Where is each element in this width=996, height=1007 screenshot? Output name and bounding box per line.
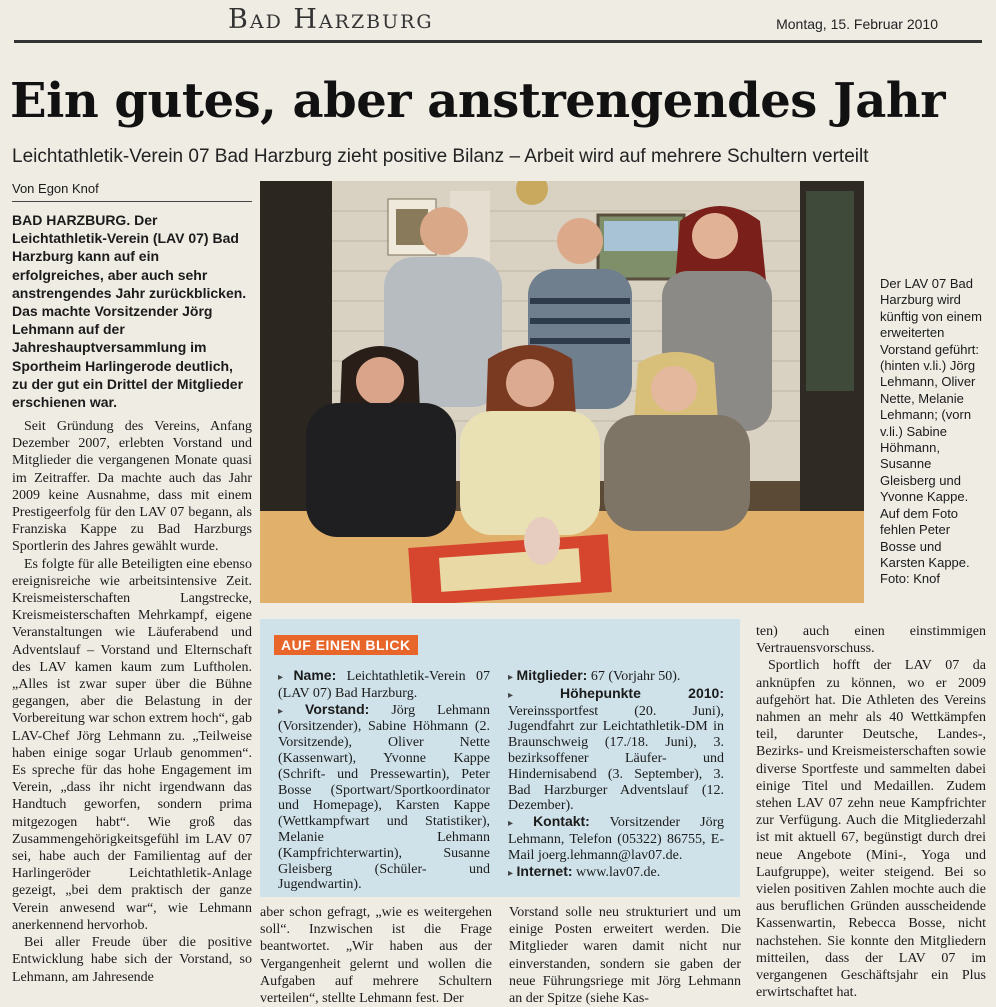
info-key: Name:	[293, 667, 337, 683]
info-value: www.lav07.de.	[576, 864, 661, 880]
info-box-column-left	[278, 668, 490, 893]
group-photo	[260, 181, 864, 603]
article-lead: BAD HARZBURG. Der Leichtathletik-Verein (LAV 07) Bad Harzburg kann auf ein erfolgreiches, aber auch sehr anstrengendes Jahr zurückblicken. Das machte Vorsitzender Jörg Lehmann auf der Jahreshauptversammlung im Sportheim Harlingerode deutlich, zu der gut ein Drittel der Mitglieder erschienen war.	[12, 212, 247, 411]
article-column-4	[756, 623, 986, 1001]
article-byline: Von Egon Knof	[12, 181, 99, 196]
article-subheadline: Leichtathletik-Verein 07 Bad Harzburg zieht positive Bilanz – Arbeit wird auf mehrere Schultern verteilt	[12, 146, 869, 167]
arrow-icon: ▸	[508, 818, 514, 830]
arrow-icon: ▸	[278, 672, 284, 683]
info-item-contact	[508, 814, 724, 863]
info-value: 67 (Vorjahr 50).	[590, 669, 681, 684]
paragraph: Bei aller Freude über die positive Entwicklung habe sich der Vorstand, so Lehmann, am Jahresende	[12, 935, 252, 985]
info-key: Kontakt:	[533, 813, 590, 830]
arrow-icon: ▸	[278, 705, 284, 717]
paragraph: Sportlich hofft der LAV 07 da anknüpfen zu können, wo er 2009 aufgehört hat. Die Athleten des Vereins nahmen an mehr als 40 Wettkämpfen teil, darunter Deutsche, Landes-, Bezirks- und Kreismeisterschaften sowie diverse Sportfeste und sammelten dabei einige Titel und Medaillen. Zudem stehen LAV 07 zehn neue Kampfrichter zur Verfügung. Auch die Mitgliederzahl ist mit aktuell 67, begünstigt durch drei neue Angebote (Mini-, Yoga und Laufgruppe), weiter steigend. Bei so vielen positiven Zahlen mochte auch die aus beruflichen Gründen ausscheidende Kassenwartin, Rebecca Bosse, nicht nachstehen. Sie konnte den Mitgliedern mitteilen, dass der LAV 07 im vergangenen Geschäftsjahr ein Plus erwirtschaftet hat.	[756, 658, 986, 1001]
info-item-highlights	[508, 686, 724, 814]
info-key: Mitglieder:	[516, 667, 588, 683]
info-item-board	[278, 702, 490, 894]
arrow-icon: ▸	[508, 672, 514, 683]
photo-caption: Der LAV 07 Bad Harzburg wird künftig von einem erweiterten Vorstand geführt: (hinten v.li.) Jörg Lehmann, Oliver Nette, Melanie Lehmann; (vorn v.li.) Sabine Höhmann, Susanne Gleisberg und Yvonne Kappe. Auf dem Foto fehlen Peter Bosse und Karsten Kappe. Foto: Knof	[880, 276, 982, 587]
info-item-name	[278, 668, 490, 702]
paragraph: aber schon gefragt, „wie es weitergehen soll“. Inzwischen ist die Frage beantwortet. „Wir haben aus der Vergangenheit gelernt und wollen die Aufgaben auf mehrere Schultern verteilen“, stellte Lehmann fest. Der	[260, 905, 492, 1007]
info-key: Höhepunkte 2010:	[559, 684, 724, 701]
paragraph: Vorstand solle neu strukturiert und um einige Posten erweitert werden. Die Mitglieder waren damit nicht nur einverstanden, sondern sie gaben der neue Führungsriege mit Jörg Lehmann an der Spitze (siehe Kas-	[509, 905, 741, 1007]
info-item-internet	[508, 864, 724, 882]
info-value: Jörg Lehmann (Vorsitzender), Sabine Höhmann (2. Vorsitzende), Oliver Nette (Kassenwart), Yvonne Kappe (Schrift- und Pressewartin), Peter Bosse (Sportwart/Sportkoordinator und Homepage), Karsten Kappe (Wettkampfwart und Statistiker), Melanie Lehmann (Kampfrichterwartin), Susanne Gleisberg (Schüler- und Jugendwartin).	[278, 702, 491, 893]
section-title: Bad Harzburg	[228, 4, 434, 35]
info-box-column-right	[508, 668, 724, 881]
article-column-3	[509, 904, 741, 1007]
arrow-icon: ▸	[508, 689, 514, 701]
group-photo-image	[260, 181, 864, 603]
paragraph: Seit Gründung des Vereins, Anfang Dezember 2007, erlebten Vorstand und Mitglieder die vergangenen Monate quasi im Zeitraffer. Da machte auch das Jahr 2009 keine Ausnahme, dass mit einem Prestigeerfolg für den LAV 07 begann, als Franziska Kappe zu Bad Harzburgs Sportlerin des Jahres gewählt wurde.	[12, 419, 252, 555]
byline-divider	[12, 201, 252, 202]
header-divider	[14, 40, 982, 43]
paragraph: Es folgte für alle Beteiligten eine ebenso ereignisreiche wie arbeitsintensive Zeit. Kreismeisterschaften Langstrecke, Kreismeisterschaften Mehrkampf, eigene Veranstaltungen wie Läuferabend und Adventslauf – Vorstand und Elternschaft des LAV kamen kaum zum Luftholen. „Alles ist zwar super über die Bühne gegangen, aber die Belastung in der Vorbereitung war schon extrem hoch“, gab LAV-Chef Jörg Lehmann zu. „Teilweise haben einige sogar Urlaub genommen“. Es spreche für das hohe Engagement im Verein, „dass ihr nicht irgendwann das Handtuch geworfen, sondern prima mitgezogen habt“. Wie groß das Zusammengehörigkeitsgefühl im LAV 07 sei, habe auch der Familientag auf der Harlingeröder Leichtathletik-Anlage gezeigt, „bei dem praktisch der ganze Verein anwesend war“, wie Lehmann anerkennend hervorhob.	[12, 556, 252, 933]
arrow-icon: ▸	[508, 867, 514, 879]
article-column-1	[12, 418, 252, 986]
article-column-2	[260, 904, 492, 1007]
info-key: Internet:	[516, 862, 573, 879]
article-headline: Ein gutes, aber anstrengendes Jahr	[10, 73, 946, 129]
paragraph: ten) auch einen einstimmigen Vertrauensvorschuss.	[756, 624, 986, 657]
publication-date: Montag, 15. Februar 2010	[776, 16, 938, 32]
info-value: Vereinssportfest (20. Juni), Jugendfahrt zur Leichtathletik-DM in Braunschweig (17./18. Juni), 3. bezirksoffener Läufer- und Hindernisabend (3. September), 3. Bad Harzburger Adventslauf (12. Dezember).	[508, 703, 724, 814]
info-box-label: AUF EINEN BLICK	[274, 635, 418, 655]
info-key: Vorstand:	[305, 700, 370, 717]
info-value: Vorsitzender Jörg Lehmann, Telefon (05322) 86755, E-Mail joerg.lehmann@lav07.de.	[508, 815, 725, 863]
info-item-members	[508, 668, 724, 686]
info-value: Leichtathletik-Verein 07 (LAV 07) Bad Harzburg.	[278, 669, 490, 701]
